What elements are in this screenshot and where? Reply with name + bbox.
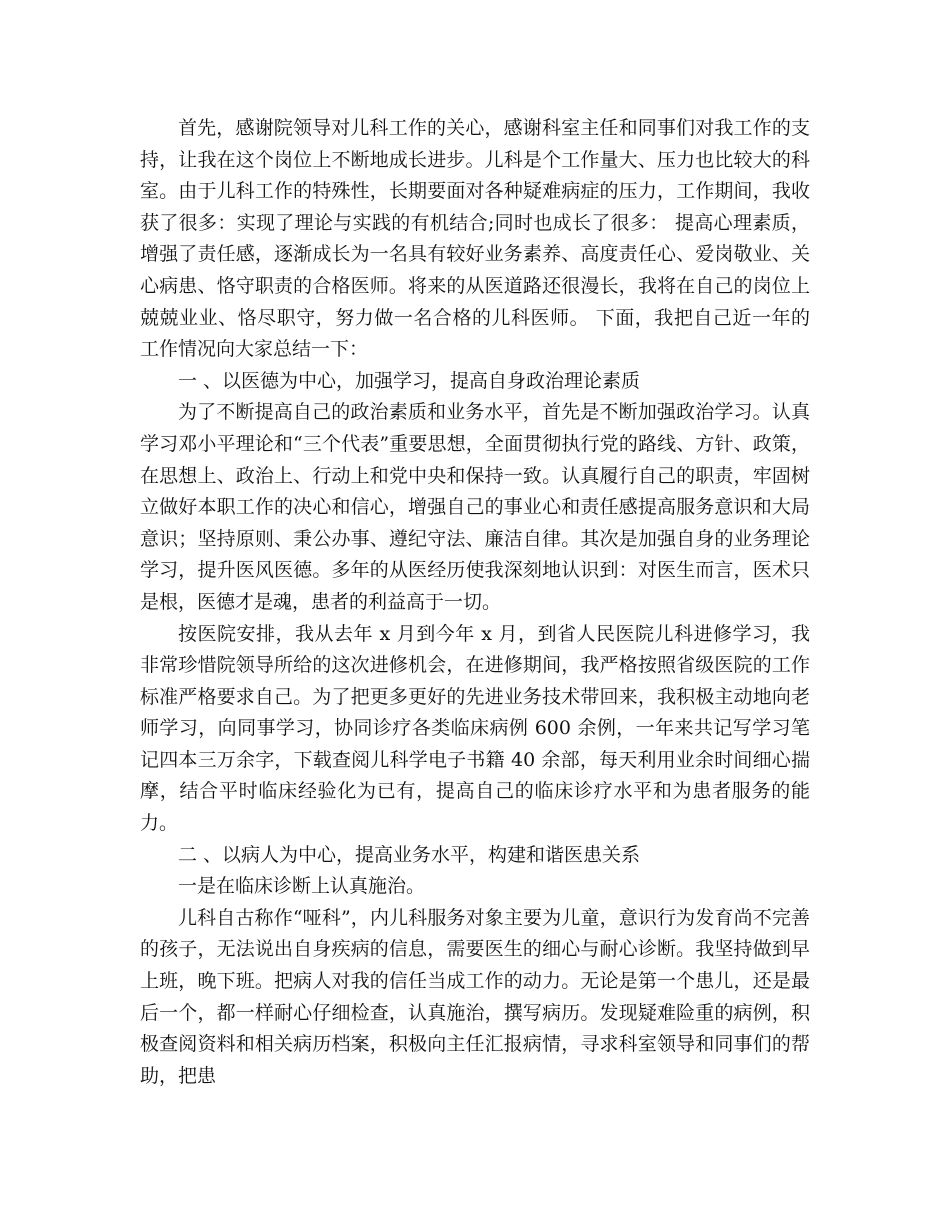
- subsection-heading-1: 一是在临床诊断上认真施治。: [178, 875, 426, 898]
- section-heading-1: 一 、以医德为中心，加强学习，提高自身政治理论素质: [178, 369, 641, 392]
- intro-paragraph: 首先，感谢院领导对儿科工作的关心，感谢科室主任和同事们对我工作的支持，让我在这个岗位上不断地成长进步。儿科是个工作量大、压力也比较大的科室。由于儿科工作的特殊性，长期要面对各种疑难病症的压力，工作期间，我收获了很多：实现了理论与实践的有机结合;同时也成长了很多： 提高心理素质，增强了责任感，逐渐成长为一名具有较好业务素养、高度责任心、爱岗敬业、关心病患、恪守职责的合格医师。将来的从医道路还很漫长，我将在自己的岗位上兢兢业业、恪尽职守，努力做一名合格的儿科医师。 下面，我把自己近一年的工作情况向大家总结一下：: [140, 117, 810, 361]
- section-1-paragraph-1: 为了不断提高自己的政治素质和业务水平，首先是不断加强政治学习。认真学习邓小平理论和“三个代表”重要思想，全面贯彻执行党的路线、方针、政策，在思想上、政治上、行动上和党中央和保持一致。认真履行自己的职责，牢固树立做好本职工作的决心和信心，增强自己的事业心和责任感提高服务意识和大局意识；坚持原则、秉公办事、遵纪守法、廉洁自律。其次是加强自身的业务理论学习，提升医风医德。多年的从医经历使我深刻地认识到：对医生而言，医术只是根，医德才是魂，患者的利益高于一切。: [140, 401, 810, 613]
- document-body: [140, 113, 810, 1092]
- subsection-1-paragraph: 儿科自古称作“哑科”，内儿科服务对象主要为儿童，意识行为发育尚不完善的孩子，无法说出自身疾病的信息，需要医生的细心与耐心诊断。我坚持做到早上班，晚下班。把病人对我的信任当成工作的动力。无论是第一个患儿，还是最后一个，都一样耐心仔细检查，认真施治，撰写病历。发现疑难险重的病例，积极查阅资料和相关病历档案，积极向主任汇报病情，寻求科室领导和同事们的帮助，把患: [140, 906, 810, 1087]
- section-heading-2: 二 、以病人为中心，提高业务水平，构建和谐医患关系: [178, 843, 641, 866]
- section-1-paragraph-2: 按医院安排，我从去年 x 月到今年 x 月，到省人民医院儿科进修学习，我非常珍惜院领导所给的这次进修机会，在进修期间，我严格按照省级医院的工作标准严格要求自己。为了把更多更好的先进业务技术带回来，我积极主动地向老师学习，向同事学习，协同诊疗各类临床病例 600 余例，一年来共记写学习笔记四本三万余字，下载查阅儿科学电子书籍 40 余部，每天利用业余时间细心揣摩，结合平时临床经验化为已有，提高自己的临床诊疗水平和为患者服务的能力。: [140, 622, 810, 835]
